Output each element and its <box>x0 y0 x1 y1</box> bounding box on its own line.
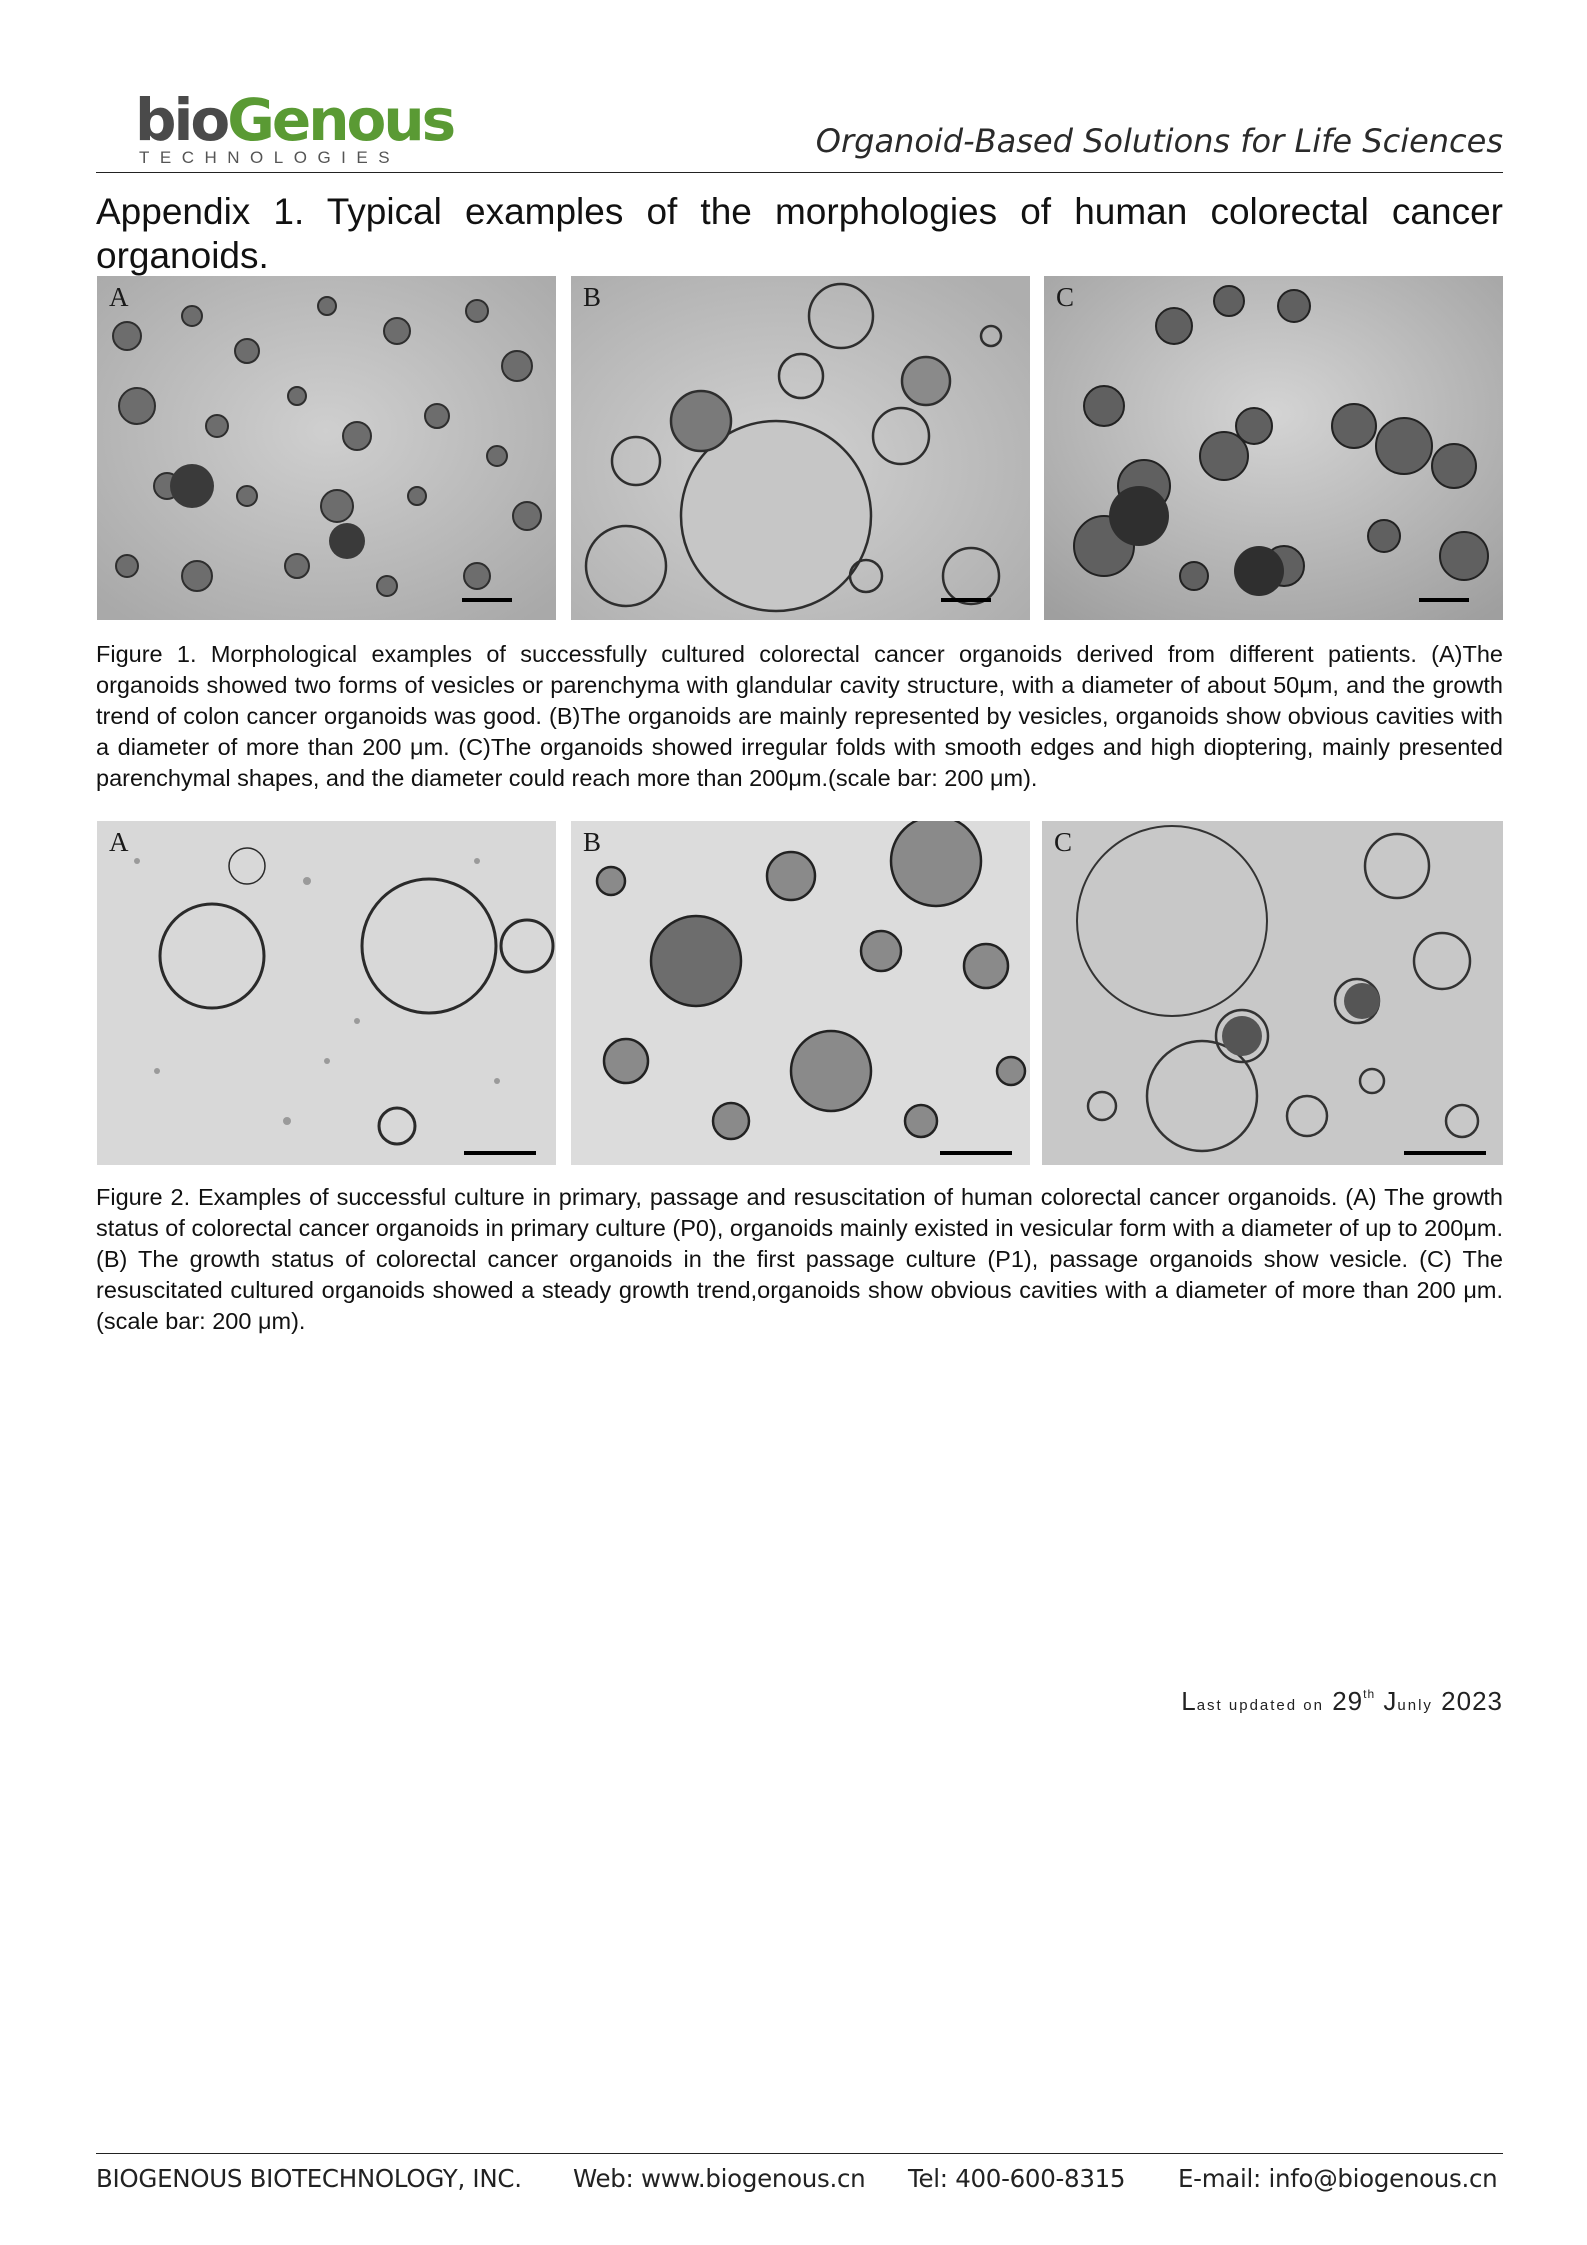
figure2-caption: Figure 2. Examples of successful culture in primary, passage and resuscitation of human colorectal cancer organoids. (A) The growth status of colorectal cancer organoids in primary culture (P0), organoids mainly existed in vesicular form with a diameter of up to 200μm. (B) The growth status of colorectal cancer organoids in the first passage culture (P1), passage organoids show vesicle. (C) The resuscitated cultured organoids showed a steady growth trend,organoids show obvious cavities with a diameter of more than 200 μm.(scale bar: 200 μm). <box>96 1184 1503 1334</box>
footer-email[interactable]: E-mail: info@biogenous.cn <box>1178 2164 1498 2193</box>
updated-month-initial: J <box>1383 1686 1398 1716</box>
panel-label: B <box>583 827 602 857</box>
footer-tel: Tel: 400-600-8315 <box>908 2164 1126 2193</box>
header-divider <box>96 172 1503 173</box>
figure1-panel-b <box>571 276 1030 620</box>
panel-label: A <box>109 827 129 857</box>
logo-wordmark <box>135 88 453 152</box>
updated-day-suffix: th <box>1363 1687 1376 1701</box>
logo-technologies: TECHNOLOGIES <box>139 148 401 167</box>
updated-day: 29 <box>1332 1686 1364 1716</box>
micrograph-image <box>97 276 556 620</box>
figure1-caption: Figure 1. Morphological examples of successfully cultured colorectal cancer organoids derived from different patients. (A)The organoids showed two forms of vesicles or parenchyma with glandular cavity structure, with a diameter of about 50μm, and the growth trend of colon cancer organoids was good. (B)The organoids are mainly represented by vesicles, organoids show obvious cavities with a diameter of more than 200 μm. (C)The organoids showed irregular folds with smooth edges and high dioptering, mainly presented parenchymal shapes, and the diameter could reach more than 200μm.(scale bar: 200 μm). <box>96 641 1503 791</box>
company-logo <box>135 88 455 172</box>
updated-month: unly <box>1397 1697 1433 1714</box>
figure2-panel-b <box>571 821 1030 1165</box>
figure2-panel-c <box>1042 821 1503 1165</box>
panel-label: A <box>109 282 129 312</box>
header-tagline: Organoid-Based Solutions for Life Sciences <box>815 122 1503 160</box>
micrograph-image <box>1042 821 1503 1165</box>
footer-divider <box>96 2153 1503 2154</box>
logo-genous: Genous <box>227 86 454 154</box>
panel-label: B <box>583 282 602 312</box>
footer-web[interactable]: Web: www.biogenous.cn <box>573 2164 866 2193</box>
updated-year: 2023 <box>1441 1686 1503 1716</box>
micrograph-image <box>571 821 1030 1165</box>
micrograph-image <box>571 276 1030 620</box>
updated-initial: L <box>1181 1686 1197 1716</box>
last-updated <box>1181 1686 1503 1717</box>
logo-bio: bio <box>135 86 228 154</box>
micrograph-image <box>1044 276 1503 620</box>
panel-label: C <box>1054 827 1073 857</box>
figure2-panel-a <box>97 821 556 1165</box>
figure1-panel-c <box>1044 276 1503 620</box>
updated-text: ast updated on <box>1196 1697 1324 1714</box>
micrograph-image <box>97 821 556 1165</box>
footer-company: BIOGENOUS BIOTECHNOLOGY, INC. <box>96 2164 522 2193</box>
figure1-panel-a <box>97 276 556 620</box>
panel-label: C <box>1056 282 1075 312</box>
page-title: Appendix 1. Typical examples of the morphologies of human colorectal cancer organoids. <box>96 191 1503 276</box>
